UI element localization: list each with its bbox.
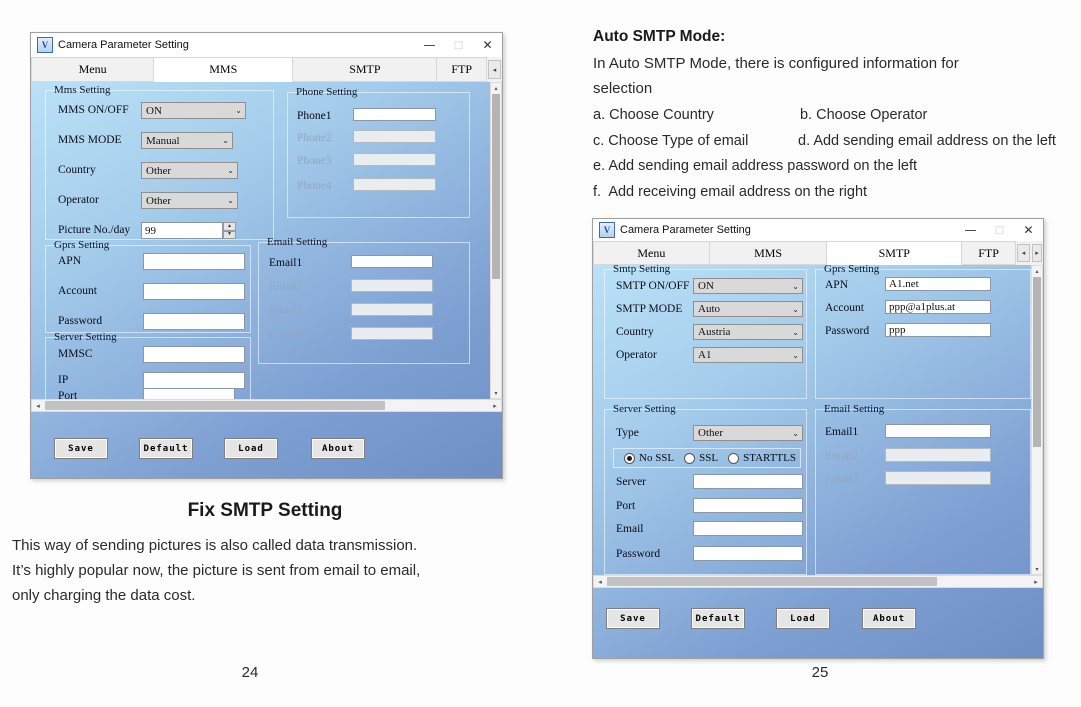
smtp-mode-label: SMTP MODE bbox=[616, 303, 683, 315]
scroll-right-icon[interactable]: ▸ bbox=[493, 401, 497, 410]
type-value: Other bbox=[698, 427, 724, 439]
group-title: Phone Setting bbox=[296, 86, 358, 98]
type-select[interactable] bbox=[693, 425, 803, 441]
account-label: Account bbox=[58, 285, 97, 297]
email3-label: Email3 bbox=[825, 473, 859, 485]
port-label: Port bbox=[616, 500, 636, 512]
ip-label: IP bbox=[58, 374, 69, 386]
auto-smtp-heading: Auto SMTP Mode: bbox=[593, 28, 726, 45]
country-value: Austria bbox=[698, 326, 731, 338]
mms-mode-label: MMS MODE bbox=[58, 134, 122, 146]
port-input[interactable] bbox=[143, 388, 235, 399]
mms-mode-value: Manual bbox=[146, 134, 180, 147]
account-input[interactable] bbox=[143, 283, 245, 300]
operator-label: Operator bbox=[616, 349, 657, 361]
app-logo-icon: V bbox=[599, 222, 615, 238]
tab-menu[interactable]: Menu bbox=[31, 57, 154, 82]
email2-label: Email2 bbox=[269, 281, 303, 293]
email2-input bbox=[885, 448, 991, 462]
tab-smtp[interactable]: SMTP bbox=[293, 57, 437, 82]
server-label: Server bbox=[616, 476, 647, 488]
phone4-input bbox=[353, 178, 436, 191]
mmsc-label: MMSC bbox=[58, 348, 93, 360]
ssl-label: SSL bbox=[699, 452, 719, 464]
horizontal-scrollbar[interactable] bbox=[31, 399, 502, 412]
phone4-label: Phone4 bbox=[297, 180, 332, 192]
email1-label: Email1 bbox=[825, 426, 859, 438]
left-body-line: only charging the data cost. bbox=[12, 587, 196, 604]
tab-scroll-left-icon[interactable]: ◂ bbox=[488, 60, 501, 79]
chevron-down-icon: ⌄ bbox=[792, 304, 799, 314]
panel-content bbox=[31, 82, 490, 399]
page-number-left: 24 bbox=[241, 664, 259, 681]
phone3-input bbox=[353, 153, 436, 166]
port-input[interactable] bbox=[693, 498, 803, 513]
step-b: b. Choose Operator bbox=[800, 107, 928, 123]
right-intro-line: In Auto SMTP Mode, there is configured information for bbox=[593, 55, 959, 72]
email4-label: Email4 bbox=[269, 329, 303, 341]
operator-select[interactable] bbox=[141, 192, 238, 209]
chevron-down-icon: ⌄ bbox=[792, 428, 799, 438]
scrollbar-thumb[interactable] bbox=[492, 94, 500, 279]
operator-label: Operator bbox=[58, 194, 99, 206]
scroll-right-icon[interactable]: ▸ bbox=[1034, 577, 1038, 586]
step-c: c. Choose Type of email bbox=[593, 133, 749, 149]
phone2-input bbox=[353, 130, 436, 143]
password-label: Password bbox=[58, 315, 103, 327]
group-title: Gprs Setting bbox=[54, 239, 110, 251]
phone3-label: Phone3 bbox=[297, 155, 332, 167]
apn-label: APN bbox=[58, 255, 82, 267]
minimize-icon[interactable]: — bbox=[964, 223, 977, 237]
country-select[interactable] bbox=[141, 162, 238, 179]
tab-scroll-left-icon[interactable]: ◂ bbox=[1017, 244, 1030, 262]
right-intro-line: selection bbox=[593, 80, 653, 97]
smtp-onoff-label: SMTP ON/OFF bbox=[616, 280, 690, 292]
left-body-line: It’s highly popular now, the picture is sent from email to email, bbox=[12, 562, 421, 579]
page-number-right: 25 bbox=[811, 664, 829, 681]
chevron-down-icon: ⌄ bbox=[227, 196, 234, 205]
phone1-input[interactable] bbox=[353, 108, 436, 121]
email3-input bbox=[351, 303, 433, 316]
chevron-down-icon: ⌄ bbox=[792, 350, 799, 360]
country-value: Other bbox=[146, 164, 172, 177]
client-area bbox=[593, 265, 1043, 658]
group-gprs-setting bbox=[45, 239, 251, 333]
no-ssl-label: No SSL bbox=[639, 452, 675, 464]
spin-down-icon[interactable]: ▼ bbox=[223, 231, 236, 240]
operator-value: Other bbox=[146, 194, 172, 207]
about-button[interactable]: About bbox=[862, 608, 916, 629]
chevron-down-icon: ⌄ bbox=[235, 106, 242, 115]
group-title: Server Setting bbox=[613, 403, 676, 415]
step-a: a. Choose Country bbox=[593, 107, 714, 123]
tab-ftp[interactable]: FTP bbox=[437, 57, 487, 82]
group-email-setting bbox=[258, 236, 470, 364]
tab-scroll-right-icon[interactable]: ▸ bbox=[1032, 244, 1042, 262]
group-email-setting bbox=[815, 403, 1031, 575]
password-input[interactable] bbox=[143, 313, 245, 330]
camera-parameter-window-smtp bbox=[592, 218, 1044, 659]
maximize-icon[interactable]: □ bbox=[994, 224, 1005, 236]
tab-strip bbox=[31, 57, 502, 82]
group-gprs-setting bbox=[815, 265, 1031, 399]
account-input[interactable] bbox=[885, 300, 991, 314]
chevron-down-icon: ⌄ bbox=[227, 166, 234, 175]
scroll-down-icon[interactable]: ▾ bbox=[494, 389, 498, 397]
smtp-mode-value: Auto bbox=[698, 303, 720, 315]
about-button[interactable]: About bbox=[311, 438, 365, 459]
step-f: f. Add receiving email address on the right bbox=[593, 184, 868, 200]
email4-input bbox=[351, 327, 433, 340]
chevron-down-icon: ⌄ bbox=[222, 136, 229, 145]
close-icon[interactable]: ✕ bbox=[1023, 223, 1034, 237]
password-label: Password bbox=[825, 325, 870, 337]
app-logo-icon: V bbox=[37, 37, 53, 53]
country-label: Country bbox=[616, 326, 654, 338]
group-title: Server Setting bbox=[54, 331, 117, 343]
left-body-line: This way of sending pictures is also called data transmission. bbox=[12, 537, 418, 554]
tab-mms[interactable]: MMS bbox=[154, 57, 293, 82]
mms-onoff-select[interactable] bbox=[141, 102, 246, 119]
close-icon[interactable]: ✕ bbox=[482, 38, 493, 52]
save-button[interactable]: Save bbox=[54, 438, 108, 459]
email1-input[interactable] bbox=[885, 424, 991, 438]
maximize-icon[interactable]: □ bbox=[453, 39, 464, 51]
account-label: Account bbox=[825, 302, 864, 314]
group-mms-setting bbox=[45, 84, 274, 240]
apn-input[interactable] bbox=[885, 277, 991, 291]
load-button[interactable]: Load bbox=[776, 608, 830, 629]
group-title: Email Setting bbox=[824, 403, 885, 415]
starttls-radio[interactable] bbox=[728, 453, 739, 464]
starttls-label: STARTTLS bbox=[743, 452, 796, 464]
panel-content bbox=[593, 265, 1031, 575]
email1-label: Email1 bbox=[269, 257, 303, 269]
no-ssl-radio[interactable] bbox=[624, 453, 635, 464]
group-smtp-setting bbox=[604, 265, 807, 399]
scroll-up-icon[interactable]: ▴ bbox=[1035, 267, 1039, 275]
operator-select[interactable] bbox=[693, 347, 803, 363]
camera-parameter-window-mms bbox=[30, 32, 503, 479]
smtp-onoff-value: ON bbox=[698, 280, 714, 292]
mms-mode-select[interactable] bbox=[141, 132, 233, 149]
apn-input[interactable] bbox=[143, 253, 245, 270]
vertical-scrollbar[interactable] bbox=[1031, 265, 1043, 575]
email2-input bbox=[351, 279, 433, 292]
ssl-radio-group bbox=[613, 448, 801, 468]
ip-input[interactable] bbox=[143, 372, 245, 389]
tab-ftp[interactable]: FTP bbox=[962, 241, 1016, 265]
tab-menu[interactable]: Menu bbox=[593, 241, 710, 265]
fix-smtp-heading: Fix SMTP Setting bbox=[187, 500, 343, 521]
load-button[interactable]: Load bbox=[224, 438, 278, 459]
email-label: Email bbox=[616, 523, 644, 535]
password-input[interactable] bbox=[885, 323, 991, 337]
password-label: Password bbox=[616, 548, 661, 560]
email1-input[interactable] bbox=[351, 255, 433, 268]
minimize-icon[interactable]: — bbox=[423, 38, 436, 52]
scrollbar-thumb[interactable] bbox=[45, 401, 385, 410]
default-button[interactable]: Default bbox=[139, 438, 193, 459]
mmsc-input[interactable] bbox=[143, 346, 245, 363]
window-title: Camera Parameter Setting bbox=[620, 224, 751, 236]
tab-mms[interactable]: MMS bbox=[710, 241, 828, 265]
scroll-up-icon[interactable]: ▴ bbox=[494, 84, 498, 92]
step-d: d. Add sending email address on the left bbox=[798, 133, 1056, 149]
smtp-onoff-select[interactable] bbox=[693, 278, 803, 294]
tab-strip bbox=[593, 241, 1043, 265]
phone1-label: Phone1 bbox=[297, 110, 332, 122]
tab-smtp[interactable]: SMTP bbox=[827, 241, 962, 265]
chevron-down-icon: ⌄ bbox=[792, 327, 799, 337]
vertical-scrollbar[interactable] bbox=[490, 82, 502, 399]
scroll-down-icon[interactable]: ▾ bbox=[1035, 565, 1039, 573]
country-select[interactable] bbox=[693, 324, 803, 340]
picture-no-label: Picture No./day bbox=[58, 224, 131, 236]
mms-onoff-value: ON bbox=[146, 104, 162, 117]
scroll-left-icon[interactable]: ◂ bbox=[36, 401, 40, 410]
titlebar[interactable] bbox=[31, 33, 502, 57]
smtp-mode-select[interactable] bbox=[693, 301, 803, 317]
horizontal-scrollbar[interactable] bbox=[593, 575, 1043, 588]
chevron-down-icon: ⌄ bbox=[792, 281, 799, 291]
group-server-setting bbox=[45, 331, 251, 399]
email3-input bbox=[885, 471, 991, 485]
titlebar[interactable] bbox=[593, 219, 1043, 241]
operator-value: A1 bbox=[698, 349, 712, 361]
phone2-label: Phone2 bbox=[297, 132, 332, 144]
spin-up-icon[interactable]: ▲ bbox=[223, 222, 236, 231]
scrollbar-thumb[interactable] bbox=[1033, 277, 1041, 447]
window-title: Camera Parameter Setting bbox=[58, 39, 189, 51]
apn-label: APN bbox=[825, 279, 849, 291]
scroll-left-icon[interactable]: ◂ bbox=[598, 577, 602, 586]
group-title: Mms Setting bbox=[54, 84, 111, 96]
port-label: Port bbox=[58, 390, 78, 399]
server-input[interactable] bbox=[693, 474, 803, 489]
ssl-radio[interactable] bbox=[684, 453, 695, 464]
default-button[interactable]: Default bbox=[691, 608, 745, 629]
scrollbar-thumb[interactable] bbox=[607, 577, 937, 586]
email3-label: Email3 bbox=[269, 305, 303, 317]
step-e: e. Add sending email address password on the left bbox=[593, 158, 918, 174]
group-title: Smtp Setting bbox=[613, 265, 671, 275]
password-input[interactable] bbox=[693, 546, 803, 561]
email-input[interactable] bbox=[693, 521, 803, 536]
type-label: Type bbox=[616, 427, 639, 439]
client-area bbox=[31, 82, 502, 478]
quantity-stepper[interactable] bbox=[223, 222, 236, 239]
group-server-setting bbox=[604, 403, 807, 575]
group-title: Email Setting bbox=[267, 236, 328, 248]
picture-no-input[interactable] bbox=[141, 222, 223, 239]
save-button[interactable]: Save bbox=[606, 608, 660, 629]
mms-onoff-label: MMS ON/OFF bbox=[58, 104, 129, 116]
email2-label: Email2 bbox=[825, 450, 859, 462]
group-title: Gprs Setting bbox=[824, 265, 880, 275]
country-label: Country bbox=[58, 164, 96, 176]
group-phone-setting bbox=[287, 86, 470, 218]
